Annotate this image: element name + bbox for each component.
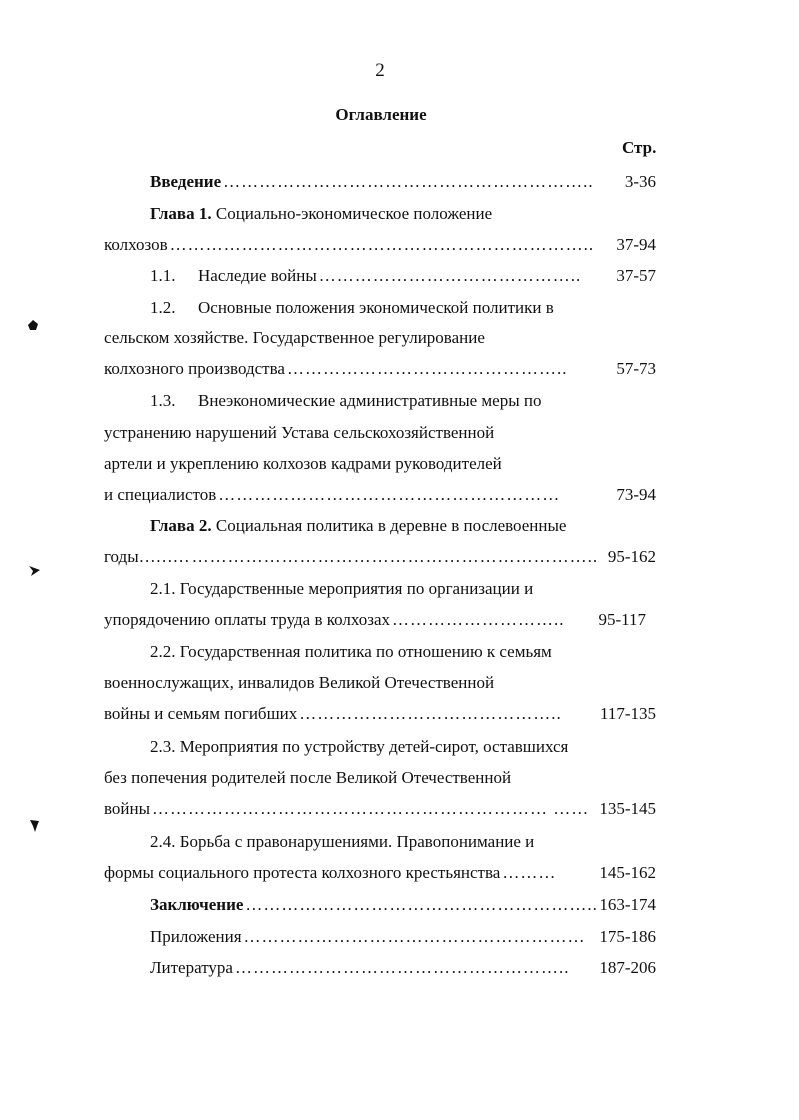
toc-label: войны и семьям погибших (104, 704, 298, 723)
toc-label: упорядочению оплаты труда в колхозах (104, 610, 390, 629)
toc-leader: ……………………………………………….. (234, 958, 570, 977)
toc-entry-2-2-line1[interactable]: 2.2. Государственная политика по отношению к семьям (150, 642, 552, 661)
toc-leader: ……………………….. (392, 610, 565, 629)
toc-label: колхозного производства (104, 359, 285, 378)
toc-label: Заключение (150, 895, 244, 914)
toc-entry-1-3-line3: артели и укреплению колхозов кадрами руководителей (104, 454, 502, 473)
toc-entry-1-2-line2: сельском хозяйстве. Государственное регулирование (104, 328, 485, 347)
section-number: 1.2. (150, 298, 176, 317)
toc-leader: …………………………………….. (299, 704, 562, 723)
toc-entry-1-2[interactable] (104, 359, 656, 379)
toc-label: и специалистов (104, 485, 217, 504)
toc-entry-2-3-line1[interactable]: 2.3. Мероприятия по устройству детей-сирот, оставшихся (150, 737, 569, 756)
toc-label: Внеэкономические административные меры по (198, 391, 542, 410)
toc-entry-2-4-line1[interactable]: 2.4. Борьба с правонарушениями. Правопонимание и (150, 832, 535, 851)
toc-pages: 175-186 (599, 927, 656, 946)
toc-entry-2-4[interactable] (104, 863, 656, 883)
chapter-label: Глава 2. (150, 516, 212, 535)
toc-entry-appendix[interactable] (150, 927, 656, 947)
toc-leader: ……………………………………….. (286, 359, 568, 378)
toc-pages: 95-117 (598, 610, 646, 629)
toc-chapter-2-heading[interactable] (150, 516, 566, 536)
toc-leader: ………………………………………………………… …… (152, 799, 590, 818)
scan-mark-1 (26, 318, 40, 332)
toc-label: Приложения (150, 927, 242, 946)
toc-label: войны (104, 799, 151, 818)
toc-entry-1-1[interactable] (150, 266, 656, 286)
section-number: 1.3. (150, 391, 176, 410)
toc-label: колхозов (104, 235, 168, 254)
toc-entry-chapter-1[interactable] (104, 235, 656, 255)
toc-label: Основные положения экономической политики в (198, 298, 554, 317)
toc-entry-2-1-line1[interactable]: 2.1. Государственные мероприятия по организации и (150, 579, 534, 598)
scan-mark-2 (28, 564, 42, 578)
toc-label: Наследие войны (198, 266, 317, 285)
toc-leader: ………………………………………………… (218, 485, 561, 504)
page-title: Оглавление (335, 105, 427, 124)
toc-chapter-1-heading[interactable] (150, 204, 492, 224)
toc-pages: 95-162 (607, 547, 656, 566)
toc-entry-2-2-line2: военнослужащих, инвалидов Великой Отечественной (104, 673, 495, 692)
toc-pages: 187-206 (599, 958, 656, 977)
toc-label: годы……… (104, 547, 190, 566)
page-number: 2 (375, 60, 385, 81)
toc-entry-2-3[interactable] (104, 799, 656, 819)
toc-entry-1-3-line2: устранению нарушений Устава сельскохозяйственной (104, 423, 495, 442)
toc-label: Введение (150, 172, 222, 191)
toc-leader: …………………………………………………….. (223, 172, 594, 191)
toc-entry-introduction[interactable] (150, 172, 656, 192)
toc-pages: 37-57 (616, 266, 656, 285)
toc-leader: ………………………………………………… (243, 927, 586, 946)
toc-pages: 3-36 (624, 172, 656, 191)
toc-entry-1-3-line1[interactable] (150, 391, 542, 411)
toc-pages: 57-73 (616, 359, 656, 378)
toc-label: Литература (150, 958, 233, 977)
chapter-label: Глава 1. (150, 204, 212, 223)
pages-column-header: Стр. (622, 138, 657, 157)
toc-pages: 163-174 (599, 895, 656, 914)
toc-pages: 73-94 (616, 485, 656, 504)
toc-leader: …………………………………….. (318, 266, 582, 285)
toc-entry-1-3[interactable] (104, 485, 656, 505)
toc-pages: 37-94 (616, 235, 656, 254)
toc-entry-2-2[interactable] (104, 704, 656, 724)
toc-label: формы социального протеста колхозного крестьянства (104, 863, 501, 882)
toc-pages: 117-135 (599, 704, 656, 723)
chapter-title: Социальная политика в деревне в послевоенные (211, 516, 567, 535)
toc-leader: ………………………………………………………….. (191, 547, 599, 566)
toc-pages: 135-145 (599, 799, 656, 818)
toc-leader: ……… (502, 863, 557, 882)
toc-leader: ………………………………………………….. (245, 895, 598, 914)
toc-entry-2-1[interactable] (104, 610, 646, 630)
toc-pages: 145-162 (599, 863, 656, 882)
toc-entry-conclusion[interactable] (150, 895, 656, 915)
toc-entry-chapter-2[interactable] (104, 547, 656, 567)
toc-entry-2-3-line2: без попечения родителей после Великой Отечественной (104, 768, 512, 787)
toc-leader: …………………………………………………………….. (169, 235, 595, 254)
section-number: 1.1. (150, 266, 176, 285)
chapter-title: Социально-экономическое положение (211, 204, 493, 223)
scan-mark-3 (28, 818, 42, 834)
toc-entry-1-2-line1[interactable] (150, 298, 554, 318)
toc-entry-literature[interactable] (150, 958, 656, 978)
